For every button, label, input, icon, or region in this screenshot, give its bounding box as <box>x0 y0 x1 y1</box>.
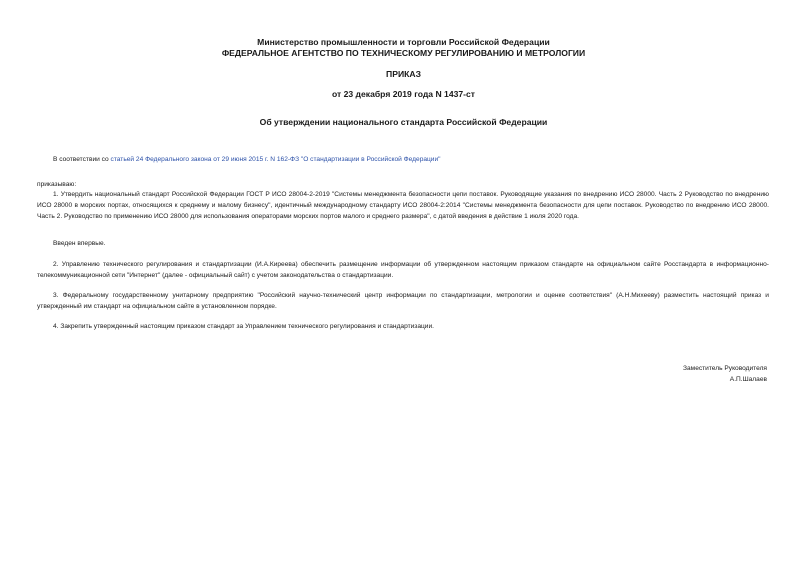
item-3-paragraph: 3. Федеральному государственному унитарному предприятию "Российский научно-технический центр информации по стандартизации, метрологии и оценке соответствия" (А.Н.Михееву) разместить настоящий приказ и утвержденный им стандарт на официальном сайте в установленном порядке. <box>37 292 769 310</box>
item-1-paragraph: 1. Утвердить национальный стандарт Российской Федерации ГОСТ Р ИСО 28004-2-2019 "Системы менеджмента безопасности цепи поставок. Руководящие указания по внедрению ИСО 28000. Часть 2 Руководство по внедрению ИСО 28000 в морских портах, относящихся к среднему и малому бизнесу", идентичный международному стандарту ИСО 28004-2:2014 "Системы менеджмента безопасности для цепи поставок. Руководство по внедрению ИСО 28000. Часть 2. Руководство по применению ИСО 28000 для использования операторами морских портов малого и среднего размера", с датой введения в действие 1 июля 2020 года. <box>37 191 769 220</box>
agency-title: ФЕДЕРАЛЬНОЕ АГЕНТСТВО ПО ТЕХНИЧЕСКОМУ РЕГУЛИРОВАНИЮ И МЕТРОЛОГИИ <box>221 48 586 58</box>
ministry-title: Министерство промышленности и торговли Российской Федерации <box>257 37 550 47</box>
signatory-name: А.П.Шалаев <box>729 376 767 383</box>
item-4-paragraph: 4. Закрепить утвержденный настоящим приказом стандарт за Управлением технического регулирования и стандартизации. <box>53 323 434 330</box>
document-type: ПРИКАЗ <box>386 69 421 79</box>
document-subject: Об утверждении национального стандарта Российской Федерации <box>259 117 548 127</box>
item-2-paragraph: 2. Управлению технического регулирования и стандартизации (И.А.Киреева) обеспечить размещение информации об утвержденном настоящим приказом стандарте на официальном сайте Росстандарта в информационно-телекоммуникационной сети "Интернет" (далее - официальный сайт) с учетом законодательства о стандартизации. <box>37 261 769 279</box>
law-reference-link[interactable]: статьей 24 Федерального закона от 29 июня 2015 г. N 162-ФЗ "О стандартизации в Российской Федерации" <box>110 156 441 163</box>
intro-prefix: В соответствии со <box>53 156 111 163</box>
introduced-first-note: Введен впервые. <box>53 240 106 247</box>
signatory-position: Заместитель Руководителя <box>683 365 767 372</box>
order-word: приказываю: <box>37 181 77 188</box>
document-date-number: от 23 декабря 2019 года N 1437-ст <box>331 89 476 99</box>
intro-paragraph <box>37 154 769 165</box>
